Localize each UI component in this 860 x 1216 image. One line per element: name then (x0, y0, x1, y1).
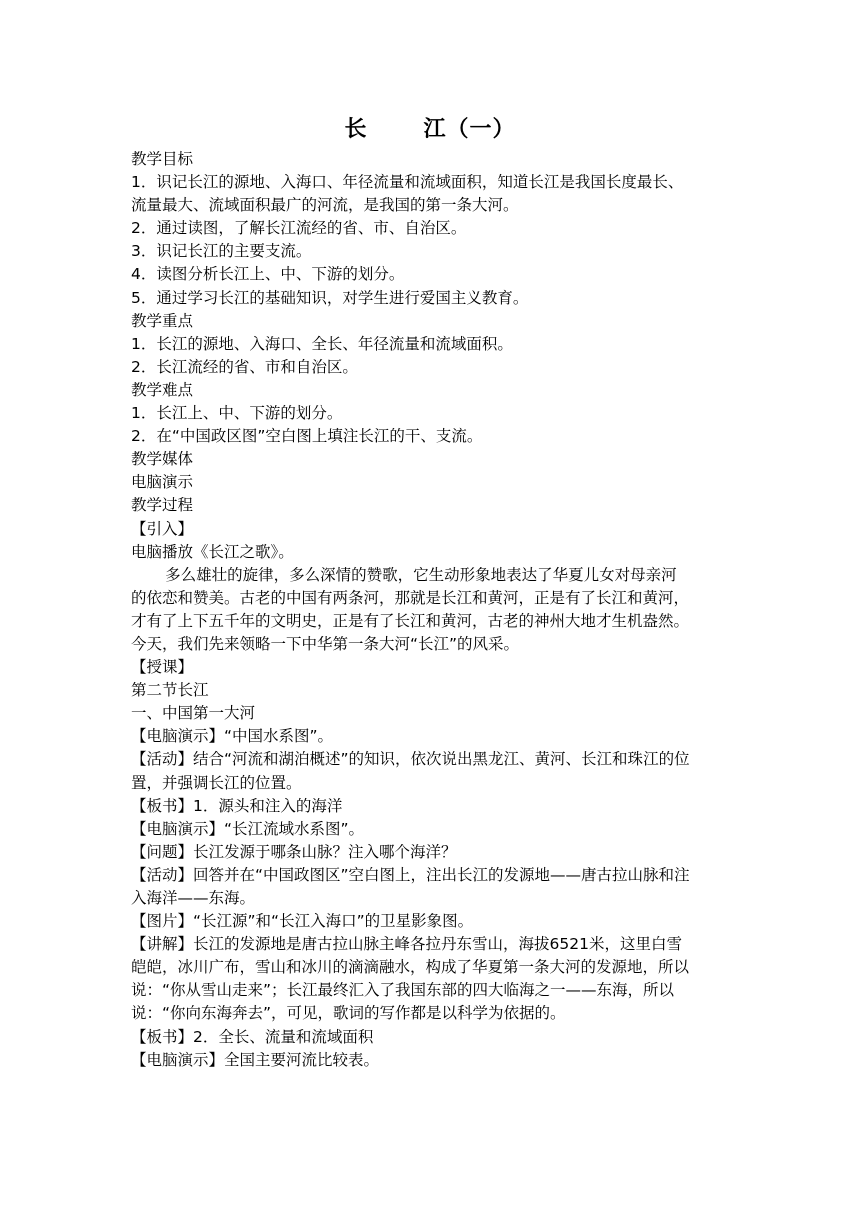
paragraph: 【问题】长江发源于哪条山脉？注入哪个海洋？ (131, 842, 457, 861)
paragraph: 1．识记长江的源地、入海口、年径流量和流域面积，知道长江是我国长度最长、流量最大、流域面积最广的河流，是我国的第一条大河。 (131, 173, 684, 215)
paragraph: 1．长江上、中、下游的划分。 (131, 404, 343, 423)
paragraph: 【电脑演示】全国主要河流比较表。 (131, 1050, 380, 1069)
title-part-2: 江（一） (423, 117, 516, 142)
paragraph: 【电脑演示】“长江流域水系图”。 (131, 819, 365, 838)
paragraph: 5．通过学习长江的基础知识，对学生进行爱国主义教育。 (131, 288, 529, 307)
paragraph: 2．通过读图，了解长江流经的省、市、自治区。 (131, 219, 467, 238)
paragraph: 【板书】1．源头和注入的海洋 (131, 796, 343, 815)
paragraph: 一、中国第一大河 (131, 704, 256, 723)
paragraph: 教学难点 (131, 380, 194, 399)
paragraph: 【电脑演示】“中国水系图”。 (131, 727, 334, 746)
paragraph: 2．在“中国政区图”空白图上填注长江的干、支流。 (131, 427, 483, 446)
paragraph: 【板书】2．全长、流量和流域面积 (131, 1027, 374, 1046)
paragraph: 电脑播放《长江之歌》。 (131, 542, 294, 561)
paragraph: 【活动】结合“河流和湖泊概述”的知识，依次说出黑龙江、黄河、长江和珠江的位置，并强调长江的位置。 (131, 750, 690, 792)
paragraph: 【讲解】长江的发源地是唐古拉山脉主峰各拉丹东雪山，海拔6521米，这里白雪皑皑，冰川广布，雪山和冰川的滴滴融水，构成了华夏第一条大河的发源地，所以说：“你从雪山走来”；长江最终汇入了我国东部的四大临海之一——东海，所以说：“你向东海奔去”，可见，歌词的写作都是以科学为依据的。 (131, 935, 690, 1023)
paragraph: 【活动】回答并在“中国政图区”空白图上，注出长江的发源地——唐古拉山脉和注入海洋——东海。 (131, 865, 690, 907)
paragraph: 2．长江流经的省、市和自治区。 (131, 357, 358, 376)
title-part-1: 长 (344, 117, 368, 142)
paragraph: 教学过程 (131, 496, 194, 515)
paragraph: 【引入】 (131, 519, 194, 538)
paragraph: 【图片】“长江源”和“长江入海口”的卫星影象图。 (131, 912, 474, 931)
paragraph: 4．读图分析长江上、中、下游的划分。 (131, 265, 405, 284)
paragraph: 多么雄壮的旋律，多么深情的赞歌，它生动形象地表达了华夏儿女对母亲河的依恋和赞美。古老的中国有两条河，那就是长江和黄河，正是有了长江和黄河，才有了上下五千年的文明史，正是有了长江和黄河，古老的神州大地才生机盎然。今天，我们先来领略一下中华第一条大河“长江”的风采。 (131, 565, 690, 653)
paragraph: 电脑演示 (131, 473, 194, 492)
paragraph: 第二节长江 (131, 681, 209, 700)
paragraph: 【授课】 (131, 658, 194, 677)
paragraph: 1．长江的源地、入海口、全长、年径流量和流域面积。 (131, 334, 513, 353)
paragraph: 教学媒体 (131, 450, 194, 469)
paragraph: 3．识记长江的主要支流。 (131, 242, 312, 261)
paragraph: 教学重点 (131, 311, 194, 330)
paragraph: 教学目标 (131, 150, 194, 168)
document-body (131, 148, 691, 1072)
page-title (0, 112, 860, 143)
